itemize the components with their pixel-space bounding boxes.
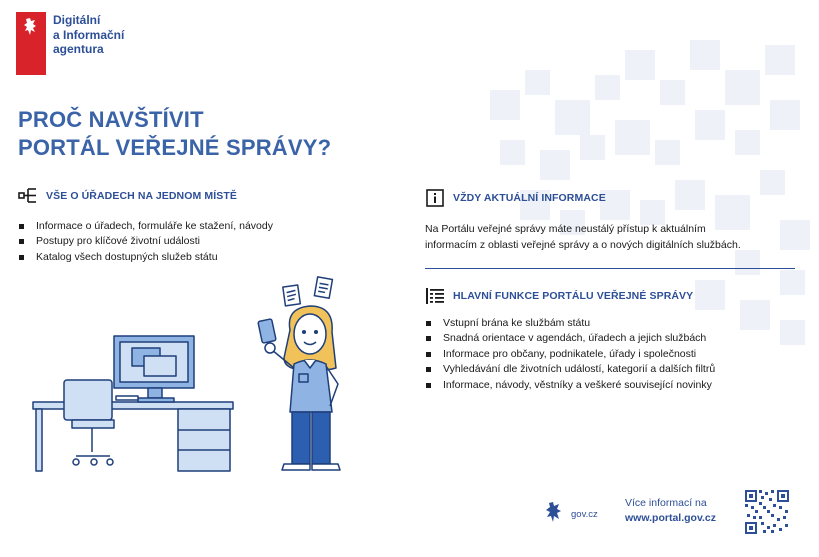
section-info-text	[425, 221, 805, 253]
info-text-line-2: informacím z oblasti veřejné správy a o nových digitálních službách.	[425, 239, 741, 251]
list-item: Informace pro občany, podnikatele, úřady i společnosti	[425, 347, 715, 362]
page-title-line-2: PORTÁL VEŘEJNÉ SPRÁVY?	[18, 135, 332, 160]
section-functions-title: HLAVNÍ FUNKCE PORTÁLU VEŘEJNÉ SPRÁVY	[453, 290, 694, 302]
logo-line-1: Digitální	[53, 13, 101, 27]
page-title	[18, 106, 331, 162]
list-item: Vyhledávání dle životních událostí, kategorií a dalších filtrů	[425, 362, 715, 377]
office-illustration	[28, 272, 358, 477]
list-item: Vstupní brána ke službám státu	[425, 316, 715, 331]
list-item: Snadná orientace v agendách, úřadech a jejich službách	[425, 331, 715, 346]
list-item: Informace o úřadech, formuláře ke stažení, návody	[18, 219, 273, 234]
section-offices-heading	[18, 187, 237, 205]
dia-logo	[16, 12, 124, 75]
qr-code-icon[interactable]	[745, 490, 789, 534]
gov-cz-label: gov.cz	[571, 508, 598, 520]
list-icon	[425, 287, 445, 305]
hierarchy-icon	[18, 187, 38, 205]
list-item: Katalog všech dostupných služeb státu	[18, 250, 273, 265]
portal-link[interactable]: www.portal.gov.cz	[625, 512, 717, 524]
more-info-label: Více informací na	[625, 497, 707, 509]
logo-line-3: agentura	[53, 42, 104, 56]
gov-cz-logo[interactable]	[544, 500, 598, 528]
section-divider	[425, 268, 795, 269]
logo-line-2: a Informační	[53, 27, 125, 42]
page-title-line-1: PROČ NAVŠTÍVIT	[18, 107, 204, 132]
section-functions-list	[425, 316, 715, 393]
more-info	[625, 496, 716, 526]
section-offices-title: VŠE O ÚŘADECH NA JEDNOM MÍSTĚ	[46, 190, 237, 202]
document-icon	[283, 285, 300, 306]
lion-emblem-icon	[16, 12, 46, 75]
document-icon	[314, 277, 332, 298]
section-offices-list	[18, 219, 273, 265]
section-functions-heading	[425, 287, 693, 305]
list-item: Postupy pro klíčové životní události	[18, 234, 273, 249]
section-info-title: VŽDY AKTUÁLNÍ INFORMACE	[453, 192, 606, 204]
section-info-heading	[425, 189, 606, 207]
logo-wordmark	[53, 13, 124, 57]
info-text-line-1: Na Portálu veřejné správy máte neustálý přístup k aktuálním	[425, 223, 706, 235]
list-item: Informace, návody, věstníky a veškeré související novinky	[425, 378, 715, 393]
lion-icon	[544, 500, 566, 528]
info-icon	[425, 189, 445, 207]
